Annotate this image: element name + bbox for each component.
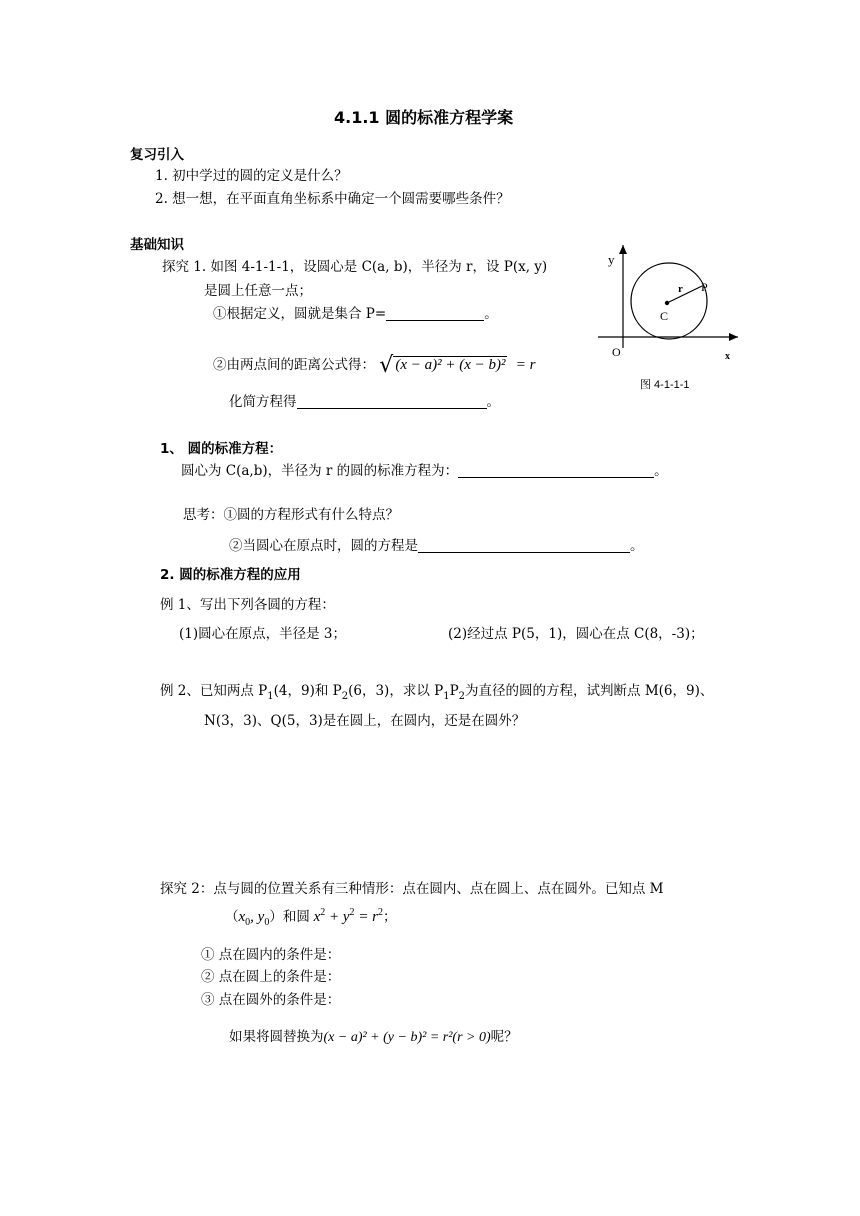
- review-question-1: 1. 初中学过的圆的定义是什么？: [155, 168, 348, 184]
- think-question-1: 思考：①圆的方程形式有什么特点？: [183, 507, 399, 523]
- subscript-2b: 2: [458, 691, 466, 702]
- explore1-line2: 是圆上任意一点；: [204, 283, 312, 299]
- section2-heading: 2. 圆的标准方程的应用: [160, 567, 301, 583]
- standard-equation-blank: [458, 463, 654, 478]
- think2-blank: [418, 538, 630, 553]
- subscript-1b: 1: [443, 691, 450, 702]
- review-heading: 复习引入: [130, 147, 184, 163]
- distance-prefix: ②由两点间的距离公式得：: [213, 357, 375, 373]
- ex2-seg-d: P: [449, 683, 459, 699]
- explore2-line1: 探究 2：点与圆的位置关系有三种情形：点在圆内、点在圆上、点在圆外。已知点 M: [160, 881, 664, 897]
- final-prefix: 如果将圆替换为: [229, 1029, 324, 1045]
- explore1-line1: 探究 1. 如图 4-1-1-1，设圆心是 C(a, b)，半径为 r，设 P(x, y): [162, 259, 548, 275]
- example1-part-b: (2)经过点 P(5，1)，圆心在点 C(8，-3)；: [448, 626, 704, 642]
- ex2-seg-e: 为直径的圆的方程，试判断点 M(6，9)、: [465, 683, 714, 699]
- definition-suffix: 。: [484, 306, 498, 322]
- label-o: O: [612, 345, 621, 359]
- simplify-prefix: 化简方程得: [229, 394, 297, 410]
- explore2-circle-label: ）和圆: [269, 909, 310, 925]
- ex2-seg-a: 例 2、已知两点 P: [160, 683, 268, 699]
- final-suffix: 呢？: [490, 1029, 518, 1045]
- standard-equation-line: [181, 459, 668, 479]
- example2-line1: [160, 679, 713, 702]
- simplify-line: [229, 390, 500, 410]
- explore2-line2: [225, 905, 397, 928]
- condition-outside: ③ 点在圆外的条件是：: [201, 992, 341, 1008]
- label-r: r: [678, 283, 683, 295]
- simplify-suffix: 。: [486, 394, 500, 410]
- explore2-semicolon: ；: [383, 909, 397, 925]
- label-p: P: [701, 280, 708, 294]
- subscript-1: 1: [267, 691, 274, 702]
- label-x: x: [725, 351, 730, 362]
- x-axis-arrow: [729, 333, 738, 341]
- label-c: C: [660, 309, 669, 323]
- final-question: [229, 1025, 518, 1046]
- think2-prefix: ②当圆心在原点时，圆的方程是: [229, 538, 418, 554]
- standard-equation-prefix: 圆心为 C(a,b)，半径为 r 的圆的标准方程为：: [181, 463, 459, 479]
- example2-line2: N(3，3)、Q(5，3)是在圆上，在圆内，还是在圆外？: [204, 713, 526, 729]
- definition-prefix: ①根据定义，圆就是集合 P=: [213, 306, 387, 322]
- condition-inside: ① 点在圆内的条件是：: [201, 947, 341, 963]
- think-question-2: [229, 534, 644, 554]
- basics-heading: 基础知识: [130, 237, 184, 253]
- definition-line: [213, 302, 498, 322]
- ex2-seg-b: (4，9)和 P: [273, 683, 342, 699]
- distance-rhs: = r: [515, 357, 536, 373]
- point-m-coords: $x_0$, $y_0$: [238, 909, 270, 928]
- standard-equation-suffix: 。: [654, 463, 668, 479]
- example1-part-a: (1)圆心在原点，半径是 3；: [179, 626, 347, 642]
- section1-heading: 1、 圆的标准方程：: [160, 441, 283, 457]
- sqrt-sign: √: [379, 353, 394, 378]
- think2-suffix: 。: [630, 538, 644, 554]
- simplify-blank: [297, 394, 487, 409]
- circle-equation: $x^2 + y^2 = r^2$: [309, 907, 384, 925]
- page-title: 4.1.1 圆的标准方程学案: [334, 108, 514, 127]
- subscript-2: 2: [341, 691, 349, 702]
- y-axis-arrow: [619, 245, 627, 254]
- figure-caption: 图 4-1-1-1: [640, 379, 690, 391]
- ex2-seg-c: (6，3)，求以 P: [348, 683, 444, 699]
- condition-on: ② 点在圆上的条件是：: [201, 969, 341, 985]
- definition-blank: [386, 306, 484, 321]
- radius-line: [667, 286, 702, 303]
- example1-title: 例 1、写出下列各圆的方程：: [160, 597, 335, 613]
- review-question-2: 2. 想一想，在平面直角坐标系中确定一个圆需要哪些条件？: [155, 191, 510, 207]
- distance-line: [213, 353, 536, 378]
- distance-formula: (x − a)² + (x − b)²: [395, 357, 506, 373]
- label-y: y: [608, 252, 615, 267]
- circle-shape: [631, 263, 707, 339]
- explore2-paren-open: （: [225, 909, 239, 925]
- coordinate-figure: [590, 245, 750, 385]
- general-circle-equation: (x − a)² + (y − b)² = r²(r > 0): [323, 1030, 491, 1045]
